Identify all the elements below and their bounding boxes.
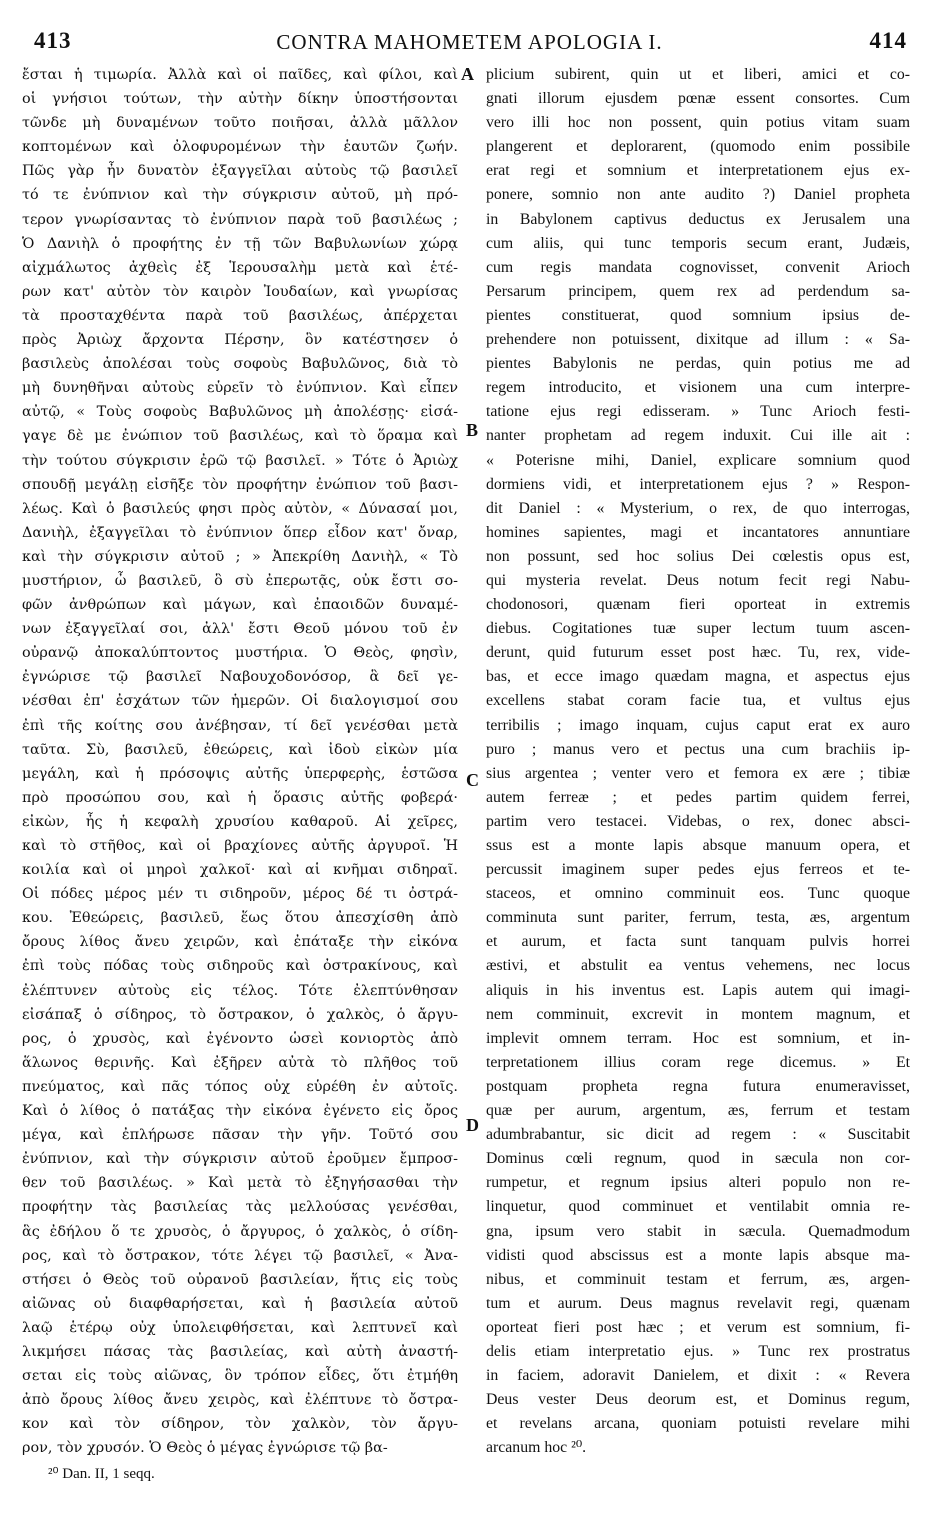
greek-text-line: ταῦτα. Σὺ, βασιλεῦ, ἐθεώρεις, καὶ ἰδοὺ εἰκὼν μία bbox=[22, 741, 458, 758]
latin-text-line: in faciem, adoravit Danielem, et dixit : « Revera bbox=[486, 1367, 910, 1385]
latin-text-line: æstivi, et abstulit ea ventus vehemens, nec locus bbox=[486, 957, 910, 975]
greek-text-line: τὰ προσταχθέντα παρὰ τοῦ βασιλέως, ἀπέρχεται bbox=[22, 307, 458, 324]
latin-text-line: dormiens vidi, et interpretationem ejus ? » Respon- bbox=[486, 475, 910, 493]
latin-text-column bbox=[486, 63, 910, 1460]
latin-text-line: sius argentea ; venter vero et femora ex ære ; tibiæ bbox=[486, 764, 910, 782]
greek-text-line: ἐγνώρισε τῷ βασιλεῖ Ναβουχοδονόσορ, ἃ δεῖ γε- bbox=[22, 669, 458, 686]
greek-text-line: νων ἐξαγγεῖλαί σοι, ἀλλ' ἔστι Θεοῦ μόνου τοῦ ἐν bbox=[22, 621, 458, 638]
greek-text-column bbox=[22, 63, 458, 1460]
greek-text-line: εἰσάπαξ ὁ σίδηρος, τὸ ὄστρακον, ὁ χαλκὸς, ὁ ἄργυ- bbox=[22, 1006, 458, 1023]
greek-text-line: οὐρανῷ ἀποκαλύπτοντος μυστήρια. Ὁ Θεὸς, φησὶν, bbox=[22, 645, 458, 662]
greek-text-line: καὶ τὸ στῆθος, καὶ οἱ βραχίονες αὐτῆς ἀργυροῖ. Ἡ bbox=[22, 838, 458, 854]
latin-text-line: dit Daniel : « Mysterium, o rex, de quo interrogas, bbox=[486, 499, 910, 517]
latin-text-line: et revelans arcana, quoniam potuisti revelare mihi bbox=[486, 1415, 910, 1433]
latin-text-line: Dominus cœli regnum, quod in sæcula non cor- bbox=[486, 1150, 910, 1168]
greek-text-line: κον καὶ τὸν σίδηρον, τὸν χαλκὸν, τὸν ἄργυ- bbox=[22, 1416, 458, 1433]
greek-text-line: πρὸ προσώπου σου, καὶ ἡ ὅρασις αὐτῆς φοβερά· bbox=[22, 789, 458, 806]
greek-text-line: τῶνδε μὴ δυναμένων τοῦτο ποιῆσαι, ἀλλὰ μᾶλλον bbox=[22, 115, 458, 132]
greek-text-line: ἐνύπνιον, καὶ τὴν σύγκρισιν αὐτοῦ ἐροῦμεν ἔμπροσ- bbox=[22, 1151, 458, 1168]
latin-text-line: regem introducito, et visionem una cum interpre- bbox=[486, 379, 910, 397]
latin-text-line: rumpetur, et regnum ipsius alteri populo non re- bbox=[486, 1174, 910, 1192]
latin-text-line: excellens stabat coram facie tua, et vultus ejus bbox=[486, 692, 910, 710]
latin-text-line: autem ferreæ ; et pedes partim quidem ferrei, bbox=[486, 788, 910, 806]
latin-text-line: nibus, et comminuit testam et ferrum, æs, argen- bbox=[486, 1270, 910, 1288]
latin-text-line: implevit omnem terram. Hoc est somnium, et in- bbox=[486, 1029, 910, 1047]
latin-text-line: Persarum principem, quem rex ad perdendum sa- bbox=[486, 282, 910, 300]
latin-text-line: staceos, et omnino comminuit eos. Tunc quoque bbox=[486, 885, 910, 903]
greek-text-line: ὄρους λίθος ἄνευ χειρῶν, καὶ ἐπάταξε τὴν εἰκόνα bbox=[22, 934, 458, 951]
latin-text-line: bas, et ecce imago quædam magna, et aspectus ejus bbox=[486, 668, 910, 686]
latin-text-line: linquetur, quod comminuet et ventilabit omnia re- bbox=[486, 1198, 910, 1216]
margin-marker-b: B bbox=[466, 420, 479, 440]
latin-text-line: « Poterisne mihi, Daniel, explicare somnium quod bbox=[486, 451, 910, 469]
latin-text-line: tatione ejus regi edisseram. » Tunc Arioch festi- bbox=[486, 403, 910, 421]
greek-text-line: λέως. Καὶ ὁ βασιλεύς φησι πρὸς αὐτὸν, « Δύνασαί μοι, bbox=[22, 500, 458, 517]
margin-marker-d: D bbox=[466, 1115, 479, 1135]
greek-text-line: πνεύματος, καὶ πᾶς τόπος οὐχ εὑρέθη ἐν αὐτοῖς. bbox=[22, 1078, 458, 1095]
greek-text-line: μεγάλη, καὶ ἡ πρόσοψις αὐτῆς ὑπερφερὴς, ἑστῶσα bbox=[22, 765, 458, 782]
latin-text-line: qui mysteria revelat. Deus notum fecit regi Nabu- bbox=[486, 571, 910, 589]
latin-text-line: ponere, somnio non ante audito ?) Daniel propheta bbox=[486, 186, 910, 204]
margin-marker-a: A bbox=[461, 64, 474, 84]
greek-text-line: εἰκὼν, ἧς ἡ κεφαλὴ χρυσίου καθαροῦ. Αἱ χεῖρες, bbox=[22, 813, 458, 830]
latin-text-line: in Babylonem captivus deductus ex Jerusalem una bbox=[486, 210, 910, 228]
greek-text-line: λαῷ ἑτέρῳ οὐχ ὑπολειφθήσεται, καὶ λεπτυνεῖ καὶ bbox=[22, 1319, 458, 1336]
latin-text-line: homines sapientes, magi et incantatores annuntiare bbox=[486, 523, 910, 541]
latin-text-line: gna, ipsum vero stabit in sæcula. Quemadmodum bbox=[486, 1222, 910, 1240]
greek-text-line: γαγε δὲ με ἐνώπιον τοῦ βασιλέως, καὶ τὸ ὅραμα καὶ bbox=[22, 428, 458, 445]
greek-text-line: ἐπὶ τοὺς πόδας τοὺς σιδηροῦς καὶ ὀστρακίνους, καὶ bbox=[22, 958, 458, 975]
greek-text-line: φῶν ἀνθρώπων καὶ μάγων, καὶ ἐπαοιδῶν δυναμέ- bbox=[22, 597, 458, 614]
latin-text-line: plangerent et deplorarent, (quomodo enim possibile bbox=[486, 138, 910, 156]
latin-text-line: adumbrabantur, sic dicit ad regem : « Suscitabit bbox=[486, 1126, 910, 1144]
greek-text-line: ἅλωνος θερινῆς. Καὶ ἐξῆρεν αὐτὰ τὸ πλῆθος τοῦ bbox=[22, 1054, 458, 1071]
latin-text-line: terribilis ; imago inquam, cujus caput erat ex auro bbox=[486, 716, 910, 734]
latin-text-line: chodonosori, quænam fieri oporteat in extremis bbox=[486, 596, 910, 614]
greek-text-line: ἀπὸ ὄρους λίθος ἄνευ χειρὸς, καὶ ἐλέπτυνε τὸ ὄστρα- bbox=[22, 1392, 458, 1409]
latin-text-line: percussit imaginem super pedes ejus ferreos et te- bbox=[486, 861, 910, 879]
latin-text-line: diebus. Cogitationes tuæ super lectum tuum ascen- bbox=[486, 620, 910, 638]
greek-text-line: στήσει ὁ Θεὸς τοῦ οὐρανοῦ βασιλείαν, ἥτις εἰς τοὺς bbox=[22, 1271, 458, 1288]
latin-text-line: ssus est a monte lapis absque manuum opera, et bbox=[486, 837, 910, 854]
greek-text-line: ρος, ὁ χρυσὸς, καὶ ἐγένοντο ὡσεὶ κονιορτὸς ἀπὸ bbox=[22, 1030, 458, 1047]
greek-text-line: οἱ γνήσιοι τούτων, τὴν αὐτὴν δίκην ὑποστήσονται bbox=[22, 91, 458, 108]
latin-text-line: oporteat fieri post hæc ; et verum est somnium, fi- bbox=[486, 1318, 910, 1336]
greek-text-line: Ὁ Δανιὴλ ὁ προφήτης ἐν τῇ τῶν Βαβυλωνίων χώρᾳ bbox=[22, 235, 458, 252]
greek-text-line: κοπτομένων καὶ ὀλοφυρομένων τὴν ἑαυτῶν ζωήν. bbox=[22, 139, 458, 156]
latin-text-line: delis etiam interpretatio ejus. » Tunc rex prostratus bbox=[486, 1342, 910, 1360]
greek-text-line: ρων κατ' αὐτὸν τὸν καιρὸν Ἰουδαίων, καὶ γνωρίσας bbox=[22, 283, 458, 300]
greek-text-line: λικμήσει πάσας τὰς βασιλείας, καὶ αὐτὴ ἀναστή- bbox=[22, 1343, 458, 1360]
latin-text-line: prehendere non potuissent, dixitque ad illum : « Sa- bbox=[486, 331, 910, 349]
latin-text-line: comminuta sunt pariter, ferrum, testa, æs, argentum bbox=[486, 909, 910, 927]
page-header bbox=[30, 28, 909, 60]
latin-text-line: arcanum hoc ²⁰. bbox=[486, 1439, 587, 1457]
greek-text-line: Δανιὴλ, ἐξαγγεῖλαι τὸ ἐνύπνιον ὅπερ εἶδον κατ' ὄναρ, bbox=[22, 524, 458, 541]
latin-text-line: gnati illorum ejusdem pœnæ essent consortes. Cum bbox=[486, 90, 910, 108]
latin-text-line: cum regis mandata cognovisset, convenit Arioch bbox=[486, 258, 910, 276]
latin-text-line: nanter prophetam ad regem induxit. Cui ille ait : bbox=[486, 427, 910, 445]
greek-text-line: ἃς ἐδήλου ὅ τε χρυσὸς, ὁ ἄργυρος, ὁ χαλκὸς, ὁ σίδη- bbox=[22, 1223, 458, 1240]
running-title: CONTRA MAHOMETEM APOLOGIA I. bbox=[276, 30, 663, 54]
latin-text-line: quæ per aurum, argentum, æs, ferrum et testam bbox=[486, 1102, 910, 1120]
latin-text-line: Deus vester Deus deorum est, et Dominus regum, bbox=[486, 1391, 910, 1409]
latin-text-line: cum aliis, qui tunc temporis secum erant, Judæis, bbox=[486, 234, 910, 252]
greek-text-line: μὴ δυνηθῆναι αὐτοὺς εὑρεῖν τὸ ἐνύπνιον. Καὶ εἶπεν bbox=[22, 380, 458, 397]
page-number-left: 413 bbox=[34, 28, 72, 53]
greek-text-line: αἰχμάλωτος ἀχθεὶς ἐξ Ἱερουσαλὴμ μετὰ καὶ ἑτέ- bbox=[22, 259, 458, 276]
greek-text-line: κου. Ἐθεώρεις, βασιλεῦ, ἕως ὅτου ἀπεσχίσθη ἀπὸ bbox=[22, 910, 458, 927]
page-number-right: 414 bbox=[869, 28, 907, 53]
latin-text-line: pientes Babylonis ne perdas, quin potius me ad bbox=[486, 355, 910, 373]
greek-text-line: ἔσται ἡ τιμωρία. Ἀλλὰ καὶ οἱ παῖδες, καὶ φίλοι, καὶ bbox=[22, 67, 458, 83]
greek-text-line: Οἱ πόδες μέρος μέν τι σιδηροῦν, μέρος δέ τι ὀστρά- bbox=[22, 886, 458, 903]
latin-text-line: erat regi et somnium et interpretationem ejus ex- bbox=[486, 162, 910, 180]
greek-text-line: ρον, τὸν χρυσόν. Ὁ Θεὸς ὁ μέγας ἐγνώρισε τῷ βα- bbox=[22, 1440, 388, 1457]
greek-text-line: τό τε ἐνύπνιον καὶ τὴν σύγκρισιν αὐτοῦ, μὴ πρό- bbox=[22, 187, 458, 204]
latin-text-line: postquam propheta regna futura enumeravisset, bbox=[486, 1077, 910, 1095]
latin-text-line: et aurum, et facta sunt tanquam pulvis horrei bbox=[486, 933, 910, 951]
latin-text-line: plicium subirent, quin ut et liberi, amici et co- bbox=[486, 66, 910, 83]
greek-text-line: σεται εἰς τοὺς αἰῶνας, ὃν τρόπον εἶδες, ὅτι ἐτμήθη bbox=[22, 1368, 458, 1385]
latin-text-line: tum et aurum. Deus magnus revelavit regi, quænam bbox=[486, 1294, 910, 1312]
greek-text-line: βασιλεὺς ἀπολέσαι τοὺς σοφοὺς Βαβυλῶνος, διὰ τὸ bbox=[22, 356, 458, 373]
latin-text-line: vero illi hoc non possent, quin potius vitam suam bbox=[486, 114, 910, 132]
latin-text-line: puro ; manus vero et pectus una cum brachiis ip- bbox=[486, 740, 910, 758]
greek-text-line: πρὸς Ἀριὼχ ἄρχοντα Πέρσην, ὃν κατέστησεν ὁ bbox=[22, 332, 458, 349]
greek-text-line: Πῶς γὰρ ἦν δυνατὸν ἐξαγγεῖλαι αὐτοὺς τῷ βασιλεῖ bbox=[22, 163, 458, 180]
latin-text-line: terpretationem illius coram rege dicemus. » Et bbox=[486, 1053, 910, 1071]
latin-text-line: aliquis in his inventus est. Lapis autem qui imagi- bbox=[486, 981, 910, 999]
greek-text-line: αἰῶνας οὐ διαφθαρήσεται, καὶ ἡ βασιλεία αὐτοῦ bbox=[22, 1295, 458, 1312]
greek-text-line: σπουδῇ μεγάλῃ εἰσῆξε τὸν προφήτην ἐνώπιον τοῦ βασι- bbox=[22, 476, 458, 493]
latin-text-line: nem comminuit, excrevit in montem magnum, et bbox=[486, 1005, 910, 1023]
footnote: ²⁰ Dan. II, 1 seqq. bbox=[48, 1466, 155, 1482]
greek-text-line: θεν τοῦ βασιλέως. » Καὶ μετὰ τὸ ἐξηγήσασθαι τὴν bbox=[22, 1175, 458, 1192]
greek-text-line: μυστήριον, ὦ βασιλεῦ, ὃ σὺ ἐπερωτᾷς, οὐκ ἔστι σο- bbox=[22, 572, 458, 589]
greek-text-line: καὶ τὴν σύγκρισιν αὐτοῦ ; » Ἀπεκρίθη Δανιὴλ, « Τὸ bbox=[22, 548, 458, 565]
greek-text-line: τερον γνωρίσαντας τὸ ἐνύπνιον παρὰ τοῦ βασιλέως ; bbox=[22, 211, 458, 228]
greek-text-line: ἐπὶ τῆς κοίτης σου ἀνέβησαν, τί δεῖ γενέσθαι μετὰ bbox=[22, 717, 458, 734]
greek-text-line: προφήτην τὰς βασιλείας τὰς μελλούσας γενέσθαι, bbox=[22, 1199, 458, 1216]
greek-text-line: νέσθαι ἐπ' ἐσχάτων τῶν ἡμερῶν. Οἱ διαλογισμοί σου bbox=[22, 693, 458, 710]
greek-text-line: μέγα, καὶ ἐπλήρωσε πᾶσαν τὴν γῆν. Τοῦτό σου bbox=[22, 1127, 458, 1144]
margin-marker-c: C bbox=[466, 770, 479, 790]
latin-text-line: partim vero testacei. Videbas, o rex, donec absci- bbox=[486, 812, 910, 830]
latin-text-line: non possunt, sed hoc solius Dei cœlestis opus est, bbox=[486, 547, 910, 565]
latin-text-line: derunt, quid futurum esset post hæc. Tu, rex, vide- bbox=[486, 644, 910, 662]
greek-text-line: Καὶ ὁ λίθος ὁ πατάξας τὴν εἰκόνα ἐγένετο εἰς ὄρος bbox=[22, 1103, 458, 1120]
greek-text-line: ἐλέπτυνεν αὐτοὺς εἰς τέλος. Τότε ἐλεπτύνθησαν bbox=[22, 982, 458, 999]
greek-text-line: κοιλία καὶ οἱ μηροὶ χαλκοῖ· καὶ αἱ κνῆμαι σιδηραῖ. bbox=[22, 862, 458, 879]
greek-text-line: αὐτῷ, « Τοὺς σοφοὺς Βαβυλῶνος μὴ ἀπολέσῃς· εἰσά- bbox=[22, 404, 458, 421]
greek-text-line: ρος, καὶ τὸ ὄστρακον, τότε λέγει τῷ βασιλεῖ, « Ἀνα- bbox=[22, 1247, 458, 1264]
latin-text-line: pientes constituerat, quod somnium ipsius de- bbox=[486, 306, 910, 324]
greek-text-line: τὴν τούτου σύγκρισιν ἐρῶ τῷ βασιλεῖ. » Τότε ὁ Ἀριὼχ bbox=[22, 452, 458, 469]
latin-text-line: vidisti quod abscissus est a monte lapis absque ma- bbox=[486, 1246, 910, 1264]
